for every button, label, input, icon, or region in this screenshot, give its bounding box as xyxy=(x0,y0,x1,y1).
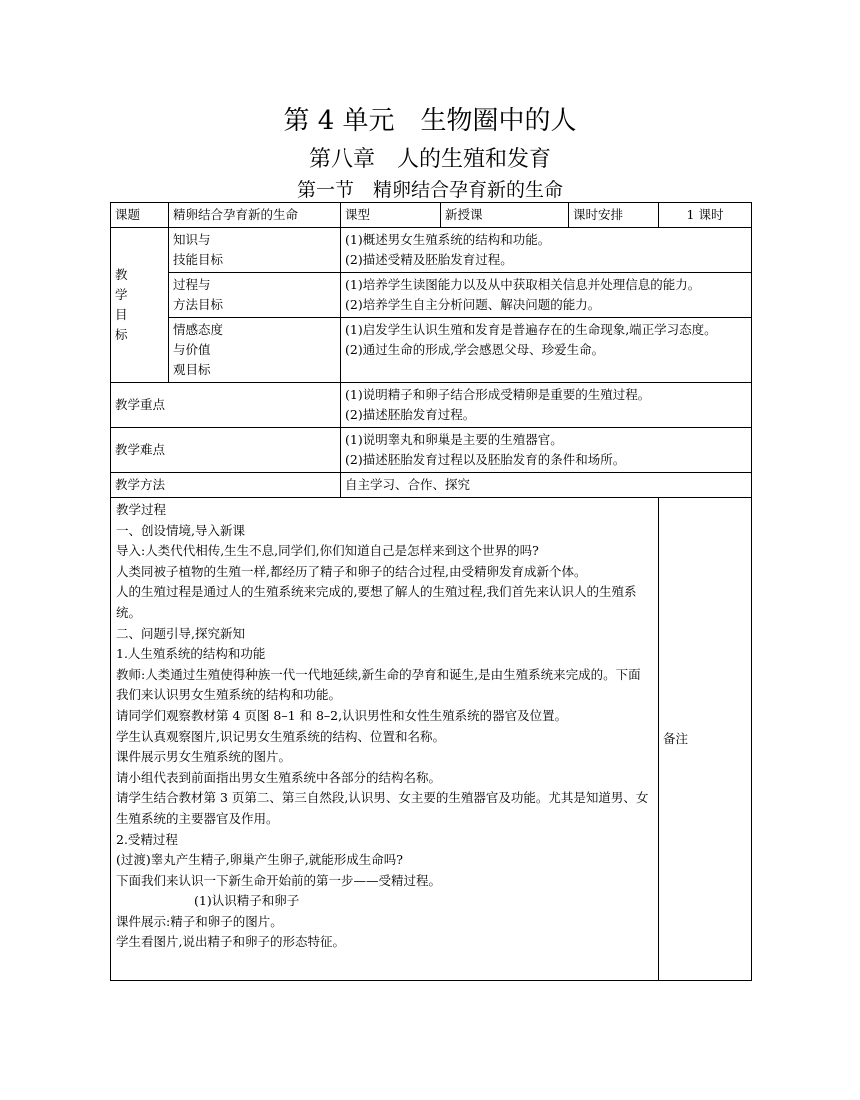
process-line: 1.人生殖系统的结构和功能 xyxy=(116,646,266,662)
teaching-process xyxy=(111,498,659,981)
key-points-content xyxy=(341,383,752,428)
goal-name-line: 方法目标 xyxy=(173,297,224,312)
difficulties-label: 教学难点 xyxy=(111,428,341,473)
process-line: 请学生结合教材第 3 页第二、第三自然段,认识男、女主要的生殖器官及功能。尤其是知道男、女生殖系统的主要器官及作用。 xyxy=(116,790,649,826)
methods-label: 教学方法 xyxy=(111,473,341,498)
goal-content-line: (2)培养学生自主分析问题、解决问题的能力。 xyxy=(345,297,601,312)
goal-content-line: (1)概述男女生殖系统的结构和功能。 xyxy=(345,232,551,247)
goal-name xyxy=(169,273,341,318)
process-line: 学生看图片,说出精子和卵子的形态特征。 xyxy=(116,934,345,950)
goal-row-attitude xyxy=(111,318,752,383)
process-line: 教学过程 xyxy=(116,502,167,517)
process-line: 学生认真观察图片,识记男女生殖系统的结构、位置和名称。 xyxy=(116,728,445,744)
schedule-value: 1 课时 xyxy=(659,203,752,228)
goal-content-line: (2)描述受精及胚胎发育过程。 xyxy=(345,252,513,267)
topic-value: 精卵结合孕育新的生命 xyxy=(169,203,341,228)
topic-label: 课题 xyxy=(111,203,169,228)
process-line: 教师:人类通过生殖使得种族一代一代地延续,新生命的孕育和诞生,是由生殖系统来完成的。下面我们来认识男女生殖系统的结构和功能。 xyxy=(116,666,641,703)
process-line: (过渡)睾丸产生精子,卵巢产生卵子,就能形成生命吗? xyxy=(116,852,403,868)
goal-name-line: 观目标 xyxy=(173,362,211,377)
goal-name xyxy=(169,318,341,383)
process-line: 2.受精过程 xyxy=(116,831,178,847)
goal-content-line: (1)启发学生认识生殖和发育是普遍存在的生命现象,端正学习态度。 xyxy=(345,322,717,337)
header-row xyxy=(111,203,752,228)
schedule-label: 课时安排 xyxy=(569,203,659,228)
difficulty-line: (1)说明睾丸和卵巢是主要的生殖器官。 xyxy=(345,432,563,447)
goal-name-line: 技能目标 xyxy=(173,252,224,267)
process-line: 二、问题引导,探究新知 xyxy=(116,625,245,641)
type-value: 新授课 xyxy=(441,203,569,228)
goals-label xyxy=(111,228,169,383)
goal-row-knowledge xyxy=(111,228,752,273)
key-points-label: 教学重点 xyxy=(111,383,341,428)
difficulties-row xyxy=(111,428,752,473)
process-line: 导入:人类代代相传,生生不息,同学们,你们知道自己是怎样来到这个世界的吗? xyxy=(116,543,539,559)
unit-title: 第 4 单元 生物圈中的人 xyxy=(283,106,577,136)
process-line: 人的生殖过程是通过人的生殖系统来完成的,要想了解人的生殖过程,我们首先来认识人的生殖系统。 xyxy=(116,584,637,620)
section-title: 第一节 精卵结合孕育新的生命 xyxy=(296,179,563,201)
goal-content-line: (2)通过生命的形成,学会感恩父母、珍爱生命。 xyxy=(345,342,605,357)
process-line: 课件展示男女生殖系统的图片。 xyxy=(116,749,292,765)
process-line: 课件展示:精子和卵子的图片。 xyxy=(116,913,283,929)
goal-name-line: 情感态度 xyxy=(173,322,224,337)
goal-content xyxy=(341,318,752,383)
lesson-plan-table xyxy=(110,202,752,981)
goal-name-line: 知识与 xyxy=(173,232,211,247)
goals-label-char: 目 xyxy=(115,307,128,322)
goal-name-line: 过程与 xyxy=(173,277,211,292)
methods-value: 自主学习、合作、探究 xyxy=(341,473,752,498)
goal-name xyxy=(169,228,341,273)
process-line: (1)认识精子和卵子 xyxy=(194,893,300,909)
goal-name-line: 与价值 xyxy=(173,342,211,357)
methods-row xyxy=(111,473,752,498)
process-line: 下面我们来认识一下新生命开始前的第一步——受精过程。 xyxy=(116,872,442,888)
key-point-line: (1)说明精子和卵子结合形成受精卵是重要的生殖过程。 xyxy=(345,387,651,402)
process-line: 一、创设情境,导入新课 xyxy=(116,522,245,538)
process-line: 人类同被子植物的生殖一样,都经历了精子和卵子的结合过程,由受精卵发育成新个体。 xyxy=(116,563,587,579)
goal-content xyxy=(341,228,752,273)
process-line: 请同学们观察教材第 4 页图 8–1 和 8–2,认识男性和女性生殖系统的器官及位置。 xyxy=(116,707,568,723)
process-row xyxy=(111,498,752,981)
chapter-title: 第八章 人的生殖和发育 xyxy=(308,147,551,172)
type-label: 课型 xyxy=(341,203,441,228)
process-line: 请小组代表到前面指出男女生殖系统中各部分的结构名称。 xyxy=(116,769,442,785)
goal-row-process xyxy=(111,273,752,318)
remarks-cell: 备注 xyxy=(659,498,752,981)
goals-label-char: 学 xyxy=(115,287,128,302)
goals-label-char: 标 xyxy=(115,327,128,342)
key-points-row xyxy=(111,383,752,428)
goals-label-char: 教 xyxy=(115,267,128,282)
difficulty-line: (2)描述胚胎发育过程以及胚胎发育的条件和场所。 xyxy=(345,452,626,467)
goal-content-line: (1)培养学生读图能力以及从中获取相关信息并处理信息的能力。 xyxy=(345,277,701,292)
key-point-line: (2)描述胚胎发育过程。 xyxy=(345,407,476,422)
difficulties-content xyxy=(341,428,752,473)
goal-content xyxy=(341,273,752,318)
